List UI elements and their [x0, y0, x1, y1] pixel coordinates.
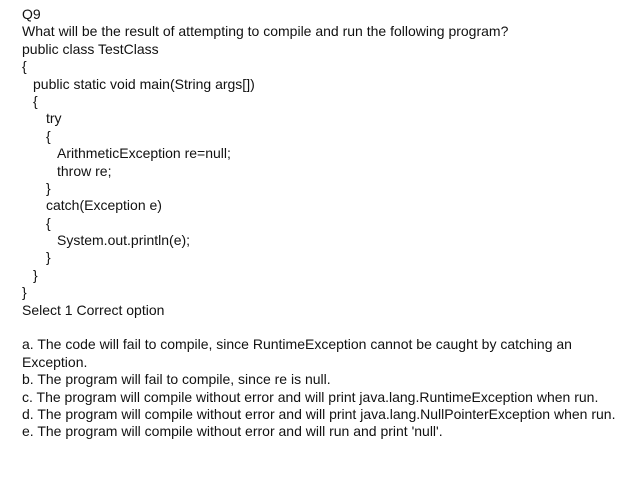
select-instruction: Select 1 Correct option	[22, 301, 165, 318]
code-line: catch(Exception e)	[46, 197, 162, 214]
option-d[interactable]: d. The program will compile without error and will print java.lang.NullPointerException when run.	[22, 406, 616, 423]
code-line: }	[46, 249, 51, 266]
spacer	[22, 319, 632, 336]
code-line: }	[46, 179, 51, 196]
code-line: throw re;	[57, 162, 112, 179]
question-number: Q9	[22, 6, 41, 22]
code-line: {	[33, 92, 38, 109]
code-line: public class TestClass	[22, 40, 159, 57]
option-a[interactable]: a. The code will fail to compile, since RuntimeException cannot be caught by catching an Exception.	[22, 336, 572, 370]
code-line: {	[22, 58, 27, 75]
option-e[interactable]: e. The program will compile without error and will run and print 'null'.	[22, 423, 443, 440]
code-line: }	[33, 266, 38, 283]
options-list	[22, 336, 632, 440]
question-document	[22, 6, 632, 441]
code-line: ArithmeticException re=null;	[57, 145, 231, 162]
code-line: public static void main(String args[])	[33, 75, 255, 92]
code-line: {	[46, 214, 51, 231]
code-line: }	[22, 284, 27, 301]
question-prompt: What will be the result of attempting to compile and run the following program?	[22, 23, 509, 40]
code-line: try	[46, 110, 62, 127]
option-b[interactable]: b. The program will fail to compile, since re is null.	[22, 371, 331, 388]
code-line: System.out.println(e);	[57, 232, 191, 249]
code-listing	[22, 41, 632, 302]
option-c[interactable]: c. The program will compile without error and will print java.lang.RuntimeException when run.	[22, 388, 599, 405]
code-line: {	[46, 127, 51, 144]
